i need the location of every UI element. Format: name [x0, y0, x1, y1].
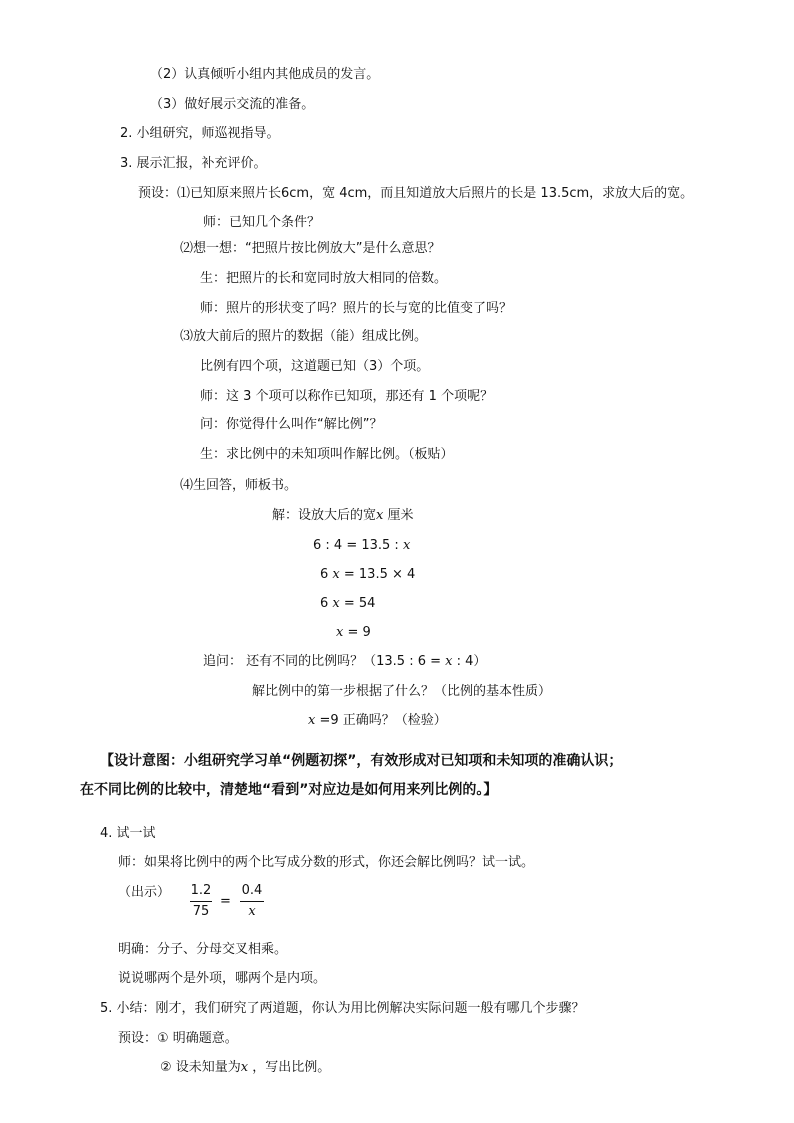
step-3: 3. 展示汇报，补充评价。: [120, 156, 267, 171]
step-2: 2. 小组研究，师巡视指导。: [120, 126, 280, 141]
variable-x: x: [308, 713, 316, 728]
fraction-right-numerator: 0.4: [241, 883, 263, 898]
equation-2-right: = 13.5 × 4: [339, 567, 416, 582]
variable-x: x: [240, 1060, 249, 1075]
preset-q3-terms: 比例有四个项，这道题已知（3）个项。: [200, 359, 430, 374]
equation-1-left: 6 : 4 = 13.5 :: [313, 538, 403, 553]
summary-preset-2-suffix: ，写出比例。: [248, 1060, 331, 1075]
followup-ask-suffix: : 4）: [452, 654, 487, 669]
solution-let: [272, 507, 414, 525]
preset-q4: ⑷生回答，师板书。: [180, 478, 298, 493]
variable-x: x: [445, 654, 453, 669]
fraction-left-denominator: 75: [192, 904, 210, 919]
followup-ask-prefix: 追问： 还有不同的比例吗？（13.5 : 6 =: [203, 654, 446, 669]
followup-check-suffix: =9 正确吗？（检验）: [315, 713, 447, 728]
preset-q1: 预设：⑴已知原来照片长6cm，宽 4cm，而且知道放大后照片的长是 13.5cm，求放大后的宽。: [138, 186, 694, 201]
step-4: 4. 试一试: [100, 826, 156, 841]
summary-preset-2: [160, 1059, 330, 1077]
equation-3-left: 6: [320, 596, 333, 611]
equation-3: [320, 595, 375, 613]
variable-x: x: [332, 567, 340, 582]
preset-q3-ask: 问：你觉得什么叫作“解比例”？: [200, 417, 383, 432]
item-prepare: （3）做好展示交流的准备。: [150, 97, 315, 112]
design-intent-line-2: 在不同比例的比较中，清楚地“看到”对应边是如何用来列比例的。】: [80, 782, 498, 798]
try-show-label: （出示）: [118, 885, 171, 900]
step-5: 5. 小结：刚才，我们研究了两道题，你认为用比例解决实际问题一般有哪几个步骤？: [100, 1001, 585, 1016]
equation-3-right: = 54: [339, 596, 376, 611]
followup-basis: 解比例中的第一步根据了什么？（比例的基本性质）: [252, 684, 552, 699]
followup-ask: [203, 653, 486, 671]
solution-let-suffix: 厘米: [383, 508, 414, 523]
variable-x: x: [336, 625, 344, 640]
variable-x: x: [332, 596, 340, 611]
equation-1: [313, 537, 410, 555]
item-listen: （2）认真倾听小组内其他成员的发言。: [150, 67, 380, 82]
summary-preset-1: 预设：① 明确题意。: [118, 1031, 238, 1046]
fraction-equals: =: [220, 894, 231, 909]
preset-q3-teacher: 师：这 3 个项可以称作已知项，那还有 1 个项呢？: [200, 389, 494, 404]
design-intent-line-1: 【设计意图：小组研究学习单“例题初探”，有效形成对已知项和未知项的准确认识；: [100, 753, 623, 769]
fraction-left: [190, 882, 212, 921]
preset-q3: ⑶放大前后的照片的数据（能）组成比例。: [180, 329, 428, 344]
equation-4-right: = 9: [343, 625, 371, 640]
variable-x: x: [376, 508, 384, 523]
fraction-bar: [240, 901, 264, 902]
fraction-bar: [190, 901, 212, 902]
equation-4: [336, 624, 371, 642]
solution-let-prefix: 解：设放大后的宽: [272, 508, 377, 523]
fraction-left-numerator: 1.2: [190, 883, 212, 898]
variable-x: x: [402, 538, 411, 553]
equation-2: [320, 566, 415, 584]
summary-preset-2-prefix: ② 设未知量为: [160, 1060, 241, 1075]
preset-q2-student: 生：把照片的长和宽同时放大相同的倍数。: [200, 271, 448, 286]
try-teacher: 师：如果将比例中的两个比写成分数的形式，你还会解比例吗？试一试。: [118, 855, 535, 870]
try-terms: 说说哪两个是外项，哪两个是内项。: [118, 971, 327, 986]
preset-q2: ⑵想一想：“把照片按比例放大”是什么意思？: [180, 241, 441, 256]
equation-2-left: 6: [320, 567, 333, 582]
try-clarify: 明确：分子、分母交叉相乘。: [118, 942, 288, 957]
followup-check: [308, 712, 447, 730]
preset-q1-teacher: 师：已知几个条件？: [203, 215, 321, 230]
preset-q3-student: 生：求比例中的未知项叫作解比例。（板贴）: [200, 447, 454, 462]
fraction-right-denominator: x: [248, 904, 256, 919]
preset-q2-teacher: 师：照片的形状变了吗？照片的长与宽的比值变了吗？: [200, 301, 513, 316]
fraction-right: [240, 882, 264, 921]
